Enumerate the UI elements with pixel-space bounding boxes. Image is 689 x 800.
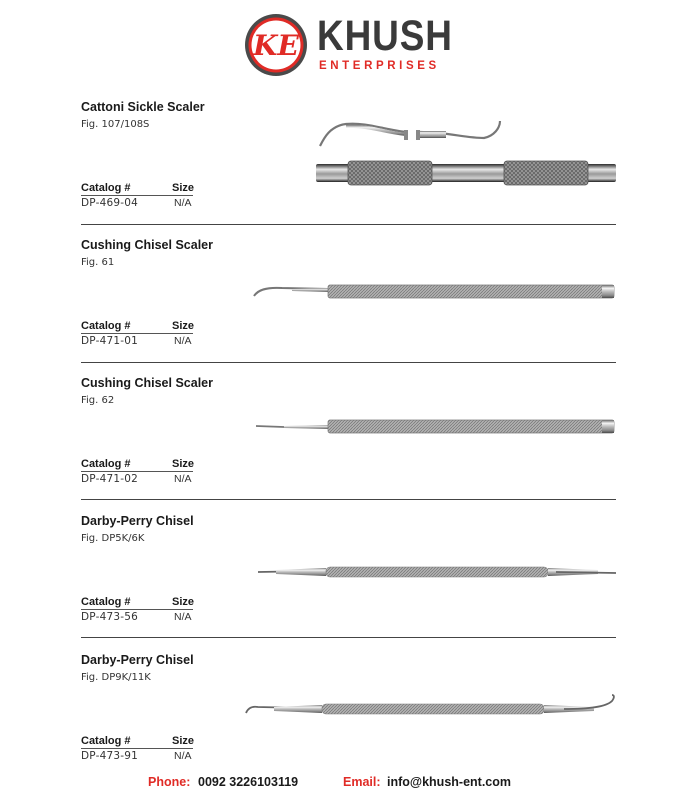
product-figure: Fig. DP9K/11K — [81, 672, 151, 683]
company-logo — [243, 12, 453, 78]
section-divider — [81, 362, 616, 363]
instrument-image — [256, 564, 618, 580]
product-figure: Fig. DP5K/6K — [81, 533, 145, 544]
size-header: Size — [172, 458, 195, 470]
section-divider — [81, 637, 616, 638]
catalog-header: Catalog # — [81, 458, 131, 470]
product-title: Darby-Perry Chisel — [81, 653, 194, 667]
size-value: N/A — [174, 473, 192, 485]
size-header: Size — [172, 735, 195, 747]
catalog-number: DP-471-01 — [81, 335, 138, 347]
size-value: N/A — [174, 335, 192, 347]
instrument-image — [252, 282, 616, 302]
catalog-number: DP-471-02 — [81, 473, 138, 485]
catalog-header: Catalog # — [81, 320, 131, 332]
product-figure: Fig. 107/108S — [81, 119, 150, 130]
section-divider — [81, 499, 616, 500]
logo-monogram: KE — [253, 29, 299, 62]
instrument-image — [254, 418, 616, 438]
ke-monogram-badge — [243, 12, 309, 78]
product-figure: Fig. 61 — [81, 257, 115, 268]
size-header: Size — [172, 182, 195, 194]
brand-name: KHUSH — [317, 12, 453, 60]
catalog-number: DP-469-04 — [81, 197, 138, 209]
catalog-number: DP-473-91 — [81, 750, 138, 762]
header-underline — [81, 195, 193, 196]
product-block — [0, 238, 689, 376]
section-divider — [81, 224, 616, 225]
product-title: Darby-Perry Chisel — [81, 514, 194, 528]
size-header: Size — [172, 320, 195, 332]
catalog-header: Catalog # — [81, 596, 131, 608]
product-figure: Fig. 62 — [81, 395, 115, 406]
instrument-image — [244, 693, 618, 723]
product-title: Cushing Chisel Scaler — [81, 376, 213, 390]
header-underline — [81, 333, 193, 334]
instrument-handle-image — [316, 159, 616, 189]
header-underline — [81, 748, 193, 749]
product-block — [0, 376, 689, 514]
size-header: Size — [172, 596, 195, 608]
catalog-header: Catalog # — [81, 182, 131, 194]
product-block — [0, 100, 689, 238]
product-title: Cattoni Sickle Scaler — [81, 100, 205, 114]
size-value: N/A — [174, 611, 192, 623]
email-label: Email: — [343, 775, 381, 789]
brand-tagline: ENTERPRISES — [319, 60, 440, 72]
phone-label: Phone: — [148, 775, 191, 789]
product-block — [0, 653, 689, 791]
catalog-number: DP-473-56 — [81, 611, 138, 623]
size-value: N/A — [174, 750, 192, 762]
header-underline — [81, 471, 193, 472]
catalog-header: Catalog # — [81, 735, 131, 747]
email-address[interactable]: info@khush-ent.com — [387, 775, 511, 789]
size-value: N/A — [174, 197, 192, 209]
phone-number[interactable]: 0092 3226103119 — [198, 775, 299, 789]
instrument-tips-image — [316, 116, 506, 152]
product-block — [0, 514, 689, 652]
product-title: Cushing Chisel Scaler — [81, 238, 213, 252]
header-underline — [81, 609, 193, 610]
contact-footer — [0, 775, 689, 793]
